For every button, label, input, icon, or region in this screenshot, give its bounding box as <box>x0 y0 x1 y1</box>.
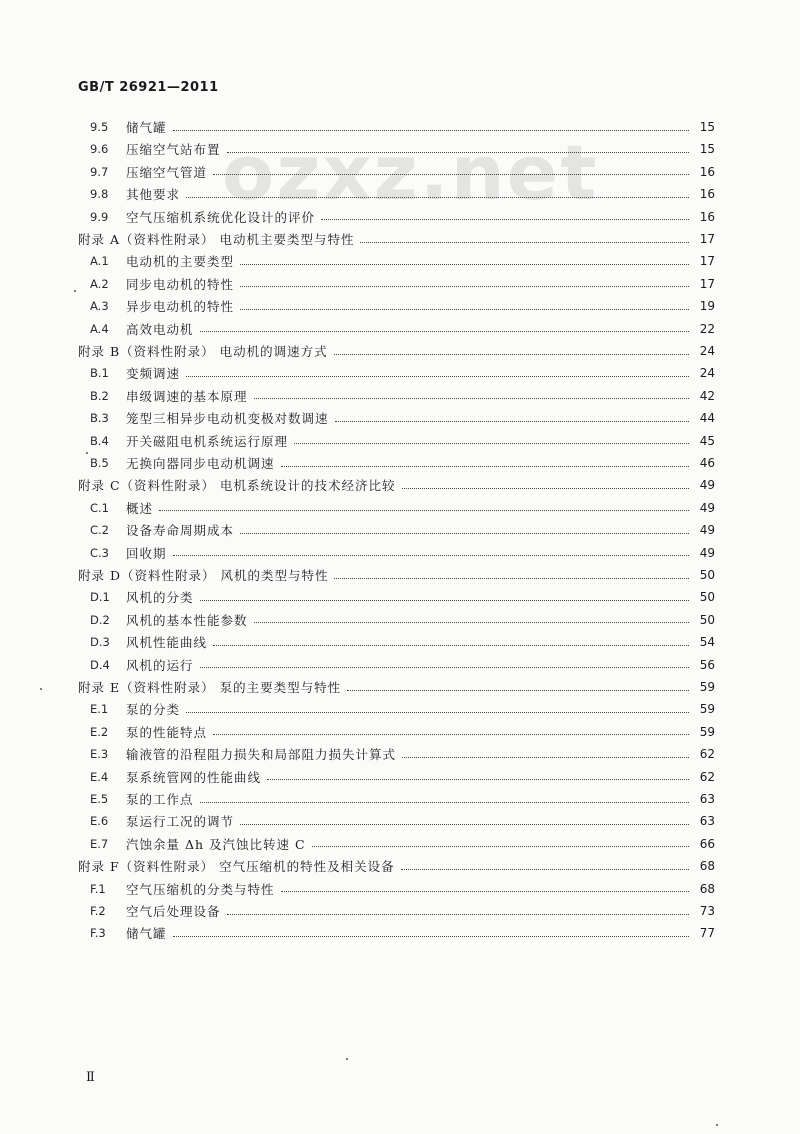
dot-leader <box>401 869 689 870</box>
toc-entry-number: 9.7 <box>90 164 109 179</box>
toc-entry-title: 同步电动机的特性 <box>126 276 235 292</box>
toc-entry-page-number: 17 <box>699 276 715 291</box>
toc-entry-title: 设备寿命周期成本 <box>126 523 235 539</box>
dot-leader <box>240 286 689 287</box>
toc-entry-title: 压缩空气站布置 <box>126 142 221 158</box>
toc-section-entry[interactable] <box>90 520 715 540</box>
toc-entry-page-number: 59 <box>699 680 715 694</box>
dot-leader <box>173 130 689 131</box>
toc-entry-page-number: 16 <box>699 164 715 179</box>
toc-entry-number: E.4 <box>90 769 109 784</box>
toc-entry-page-number: 49 <box>699 478 715 493</box>
dot-leader <box>267 779 689 780</box>
toc-entry-page-number: 63 <box>699 792 715 806</box>
toc-section-entry[interactable] <box>90 923 715 943</box>
dot-leader <box>321 219 689 220</box>
toc-entry-title: 附录 F（资料性附录） 空气压缩机的特性及相关设备 <box>78 859 395 875</box>
dot-leader <box>312 846 689 847</box>
toc-entry-number: B.2 <box>90 388 109 403</box>
scan-speck <box>346 1058 348 1060</box>
toc-entry-page-number: 68 <box>699 881 715 896</box>
toc-entry-page-number: 62 <box>699 769 715 784</box>
dot-leader <box>213 734 689 735</box>
toc-entry-number: C.1 <box>90 500 110 515</box>
toc-section-entry[interactable] <box>90 811 715 831</box>
toc-section-entry[interactable] <box>90 319 715 339</box>
toc-entry-page-number: 17 <box>699 254 715 269</box>
dot-leader <box>200 600 689 601</box>
dot-leader <box>402 757 689 758</box>
toc-entry-page-number: 59 <box>699 724 715 739</box>
toc-entry-title: 空气压缩机系统优化设计的评价 <box>126 209 316 225</box>
toc-entry-title: 空气后处理设备 <box>126 904 221 919</box>
toc-section-entry[interactable] <box>90 162 715 182</box>
toc-entry-title: 电动机的主要类型 <box>126 254 235 270</box>
dot-leader <box>186 197 689 198</box>
dot-leader <box>186 376 689 377</box>
toc-entry-number: C.3 <box>90 545 110 560</box>
toc-entry-title: 回收期 <box>126 545 167 561</box>
toc-entry-number: D.3 <box>90 635 110 650</box>
dot-leader <box>347 690 689 691</box>
dot-leader <box>213 174 689 175</box>
toc-entry-title: 压缩空气管道 <box>126 164 208 180</box>
dot-leader <box>200 331 689 332</box>
toc-entry-title: 笼型三相异步电动机变极对数调速 <box>126 411 329 427</box>
toc-entry-page-number: 19 <box>699 299 715 314</box>
toc-appendix-entry[interactable] <box>78 475 715 495</box>
toc-entry-page-number: 44 <box>699 411 715 426</box>
toc-entry-title: 附录 B（资料性附录） 电动机的调速方式 <box>78 344 328 359</box>
toc-entry-number: E.6 <box>90 814 109 829</box>
toc-entry-number: B.1 <box>90 366 109 381</box>
toc-entry-page-number: 50 <box>699 612 715 627</box>
toc-section-entry[interactable] <box>90 386 715 406</box>
toc-section-entry[interactable] <box>90 296 715 316</box>
toc-entry-page-number: 24 <box>699 344 715 358</box>
toc-section-entry[interactable] <box>90 879 715 899</box>
toc-entry-title: 开关磁阻电机系统运行原理 <box>126 433 289 449</box>
toc-section-entry[interactable] <box>90 632 715 652</box>
toc-entry-page-number: 50 <box>699 590 715 605</box>
toc-entry-title: 风机的分类 <box>126 590 194 606</box>
toc-section-entry[interactable] <box>90 901 715 921</box>
toc-section-entry[interactable] <box>90 408 715 428</box>
toc-entry-page-number: 50 <box>699 568 715 582</box>
toc-entry-title: 异步电动机的特性 <box>126 299 235 315</box>
dot-leader <box>240 264 689 265</box>
scan-speck <box>716 1124 718 1126</box>
toc-appendix-entry[interactable] <box>78 565 715 585</box>
dot-leader <box>334 354 689 355</box>
toc-section-entry[interactable] <box>90 699 715 719</box>
toc-section-entry[interactable] <box>90 744 715 764</box>
dot-leader <box>200 802 689 803</box>
toc-entry-number: A.4 <box>90 321 109 336</box>
toc-entry-number: D.1 <box>90 590 110 605</box>
toc-entry-title: 附录 E（资料性附录） 泵的主要类型与特性 <box>78 680 342 695</box>
toc-entry-title: 输液管的沿程阻力损失和局部阻力损失计算式 <box>126 747 397 763</box>
toc-entry-title: 泵的工作点 <box>126 792 194 807</box>
dot-leader <box>335 421 689 422</box>
toc-entry-page-number: 46 <box>699 456 715 470</box>
toc-section-entry[interactable] <box>90 834 715 854</box>
dot-leader <box>213 645 689 646</box>
toc-entry-page-number: 24 <box>699 366 715 381</box>
toc-entry-number: F.3 <box>90 926 106 941</box>
dot-leader <box>254 398 689 399</box>
toc-entry-title: 泵运行工况的调节 <box>126 814 235 830</box>
toc-entry-title: 变频调速 <box>126 366 181 382</box>
toc-section-entry[interactable] <box>90 543 715 563</box>
toc-section-entry[interactable] <box>90 184 715 204</box>
dot-leader <box>159 510 689 511</box>
toc-entry-page-number: 63 <box>699 814 715 829</box>
toc-entry-page-number: 59 <box>699 702 715 717</box>
toc-entry-number: F.2 <box>90 904 106 918</box>
toc-entry-number: 9.8 <box>90 187 109 202</box>
toc-entry-page-number: 22 <box>699 321 715 336</box>
dot-leader <box>254 622 689 623</box>
dot-leader <box>240 533 689 534</box>
toc-entry-page-number: 54 <box>699 635 715 650</box>
standard-number-header: GB/T 26921—2011 <box>78 80 219 95</box>
toc-entry-page-number: 49 <box>699 500 715 515</box>
toc-entry-page-number: 66 <box>699 836 715 851</box>
dot-leader <box>240 824 689 825</box>
toc-entry-page-number: 56 <box>699 657 715 672</box>
toc-entry-page-number: 15 <box>699 120 715 134</box>
toc-entry-title: 泵的分类 <box>126 702 181 718</box>
dot-leader <box>200 667 689 668</box>
toc-entry-number: D.2 <box>90 612 110 627</box>
dot-leader <box>281 891 689 892</box>
toc-entry-title: 风机的运行 <box>126 657 194 673</box>
toc-entry-number: A.1 <box>90 254 109 269</box>
toc-section-entry[interactable] <box>90 207 715 227</box>
toc-entry-number: 9.6 <box>90 142 109 157</box>
toc-section-entry[interactable] <box>90 789 715 809</box>
dot-leader <box>186 712 689 713</box>
watermark: ozxz.net <box>222 128 599 217</box>
toc-section-entry[interactable] <box>90 610 715 630</box>
toc-entry-title: 泵系统管网的性能曲线 <box>126 769 262 785</box>
toc-entry-page-number: 49 <box>699 523 715 538</box>
toc-section-entry[interactable] <box>90 722 715 742</box>
toc-entry-title: 风机性能曲线 <box>126 635 208 651</box>
dot-leader <box>360 242 689 243</box>
toc-section-entry[interactable] <box>90 251 715 271</box>
toc-section-entry[interactable] <box>90 117 715 137</box>
toc-section-entry[interactable] <box>90 453 715 473</box>
toc-entry-title: 储气罐 <box>126 120 167 135</box>
scan-speck <box>74 290 76 292</box>
toc-entry-page-number: 15 <box>699 142 715 157</box>
toc-entry-number: E.3 <box>90 747 109 762</box>
toc-entry-number: 9.5 <box>90 120 109 134</box>
toc-entry-page-number: 68 <box>699 859 715 874</box>
toc-entry-title: 附录 A（资料性附录） 电动机主要类型与特性 <box>78 232 355 247</box>
toc-entry-number: E.7 <box>90 836 109 851</box>
toc-section-entry[interactable] <box>90 431 715 451</box>
dot-leader <box>402 488 689 489</box>
toc-entry-number: B.3 <box>90 411 109 426</box>
page-number-footer: Ⅱ <box>86 1070 95 1085</box>
toc-entry-number: A.3 <box>90 299 109 314</box>
toc-entry-page-number: 77 <box>699 926 715 941</box>
toc-entry-title: 空气压缩机的分类与特性 <box>126 881 275 897</box>
toc-section-entry[interactable] <box>90 498 715 518</box>
dot-leader <box>281 466 689 467</box>
dot-leader <box>173 936 689 937</box>
toc-entry-page-number: 16 <box>699 209 715 224</box>
toc-entry-title: 附录 C（资料性附录） 电机系统设计的技术经济比较 <box>78 478 396 494</box>
toc-entry-number: E.5 <box>90 792 109 806</box>
toc-section-entry[interactable] <box>90 767 715 787</box>
toc-entry-title: 无换向器同步电动机调速 <box>126 456 275 471</box>
toc-entry-title: 其他要求 <box>126 187 181 203</box>
toc-entry-number: B.4 <box>90 433 109 448</box>
toc-entry-title: 风机的基本性能参数 <box>126 612 248 628</box>
toc-section-entry[interactable] <box>90 587 715 607</box>
toc-entry-title: 汽蚀余量 Δh 及汽蚀比转速 C <box>126 836 306 852</box>
toc-entry-title: 泵的性能特点 <box>126 724 208 740</box>
dot-leader <box>173 555 689 556</box>
toc-entry-page-number: 17 <box>699 232 715 246</box>
toc-entry-number: B.5 <box>90 456 109 470</box>
dot-leader <box>240 309 689 310</box>
toc-entry-page-number: 62 <box>699 747 715 762</box>
toc-section-entry[interactable] <box>90 139 715 159</box>
toc-entry-title: 串级调速的基本原理 <box>126 388 248 404</box>
toc-entry-title: 高效电动机 <box>126 321 194 337</box>
scan-speck <box>40 688 42 690</box>
toc-appendix-entry[interactable] <box>78 677 715 697</box>
toc-appendix-entry[interactable] <box>78 341 715 361</box>
toc-entry-number: E.2 <box>90 724 109 739</box>
toc-appendix-entry[interactable] <box>78 856 715 876</box>
toc-entry-number: E.1 <box>90 702 109 717</box>
toc-entry-page-number: 42 <box>699 388 715 403</box>
toc-section-entry[interactable] <box>90 274 715 294</box>
dot-leader <box>334 578 689 579</box>
dot-leader <box>294 443 689 444</box>
toc-entry-title: 储气罐 <box>126 926 167 942</box>
toc-entry-title: 附录 D（资料性附录） 风机的类型与特性 <box>78 568 329 583</box>
dot-leader <box>227 914 689 915</box>
toc-entry-number: F.1 <box>90 881 106 896</box>
toc-entry-page-number: 73 <box>699 904 715 918</box>
toc-entry-page-number: 16 <box>699 187 715 202</box>
toc-appendix-entry[interactable] <box>78 229 715 249</box>
toc-entry-number: C.2 <box>90 523 110 538</box>
toc-entry-title: 概述 <box>126 500 154 516</box>
toc-section-entry[interactable] <box>90 363 715 383</box>
toc-entry-number: A.2 <box>90 276 109 291</box>
toc-entry-number: 9.9 <box>90 209 109 224</box>
toc-entry-number: D.4 <box>90 657 110 672</box>
scan-speck <box>86 452 88 454</box>
toc-entry-page-number: 49 <box>699 545 715 560</box>
toc-section-entry[interactable] <box>90 655 715 675</box>
dot-leader <box>227 152 689 153</box>
toc-entry-page-number: 45 <box>699 433 715 448</box>
